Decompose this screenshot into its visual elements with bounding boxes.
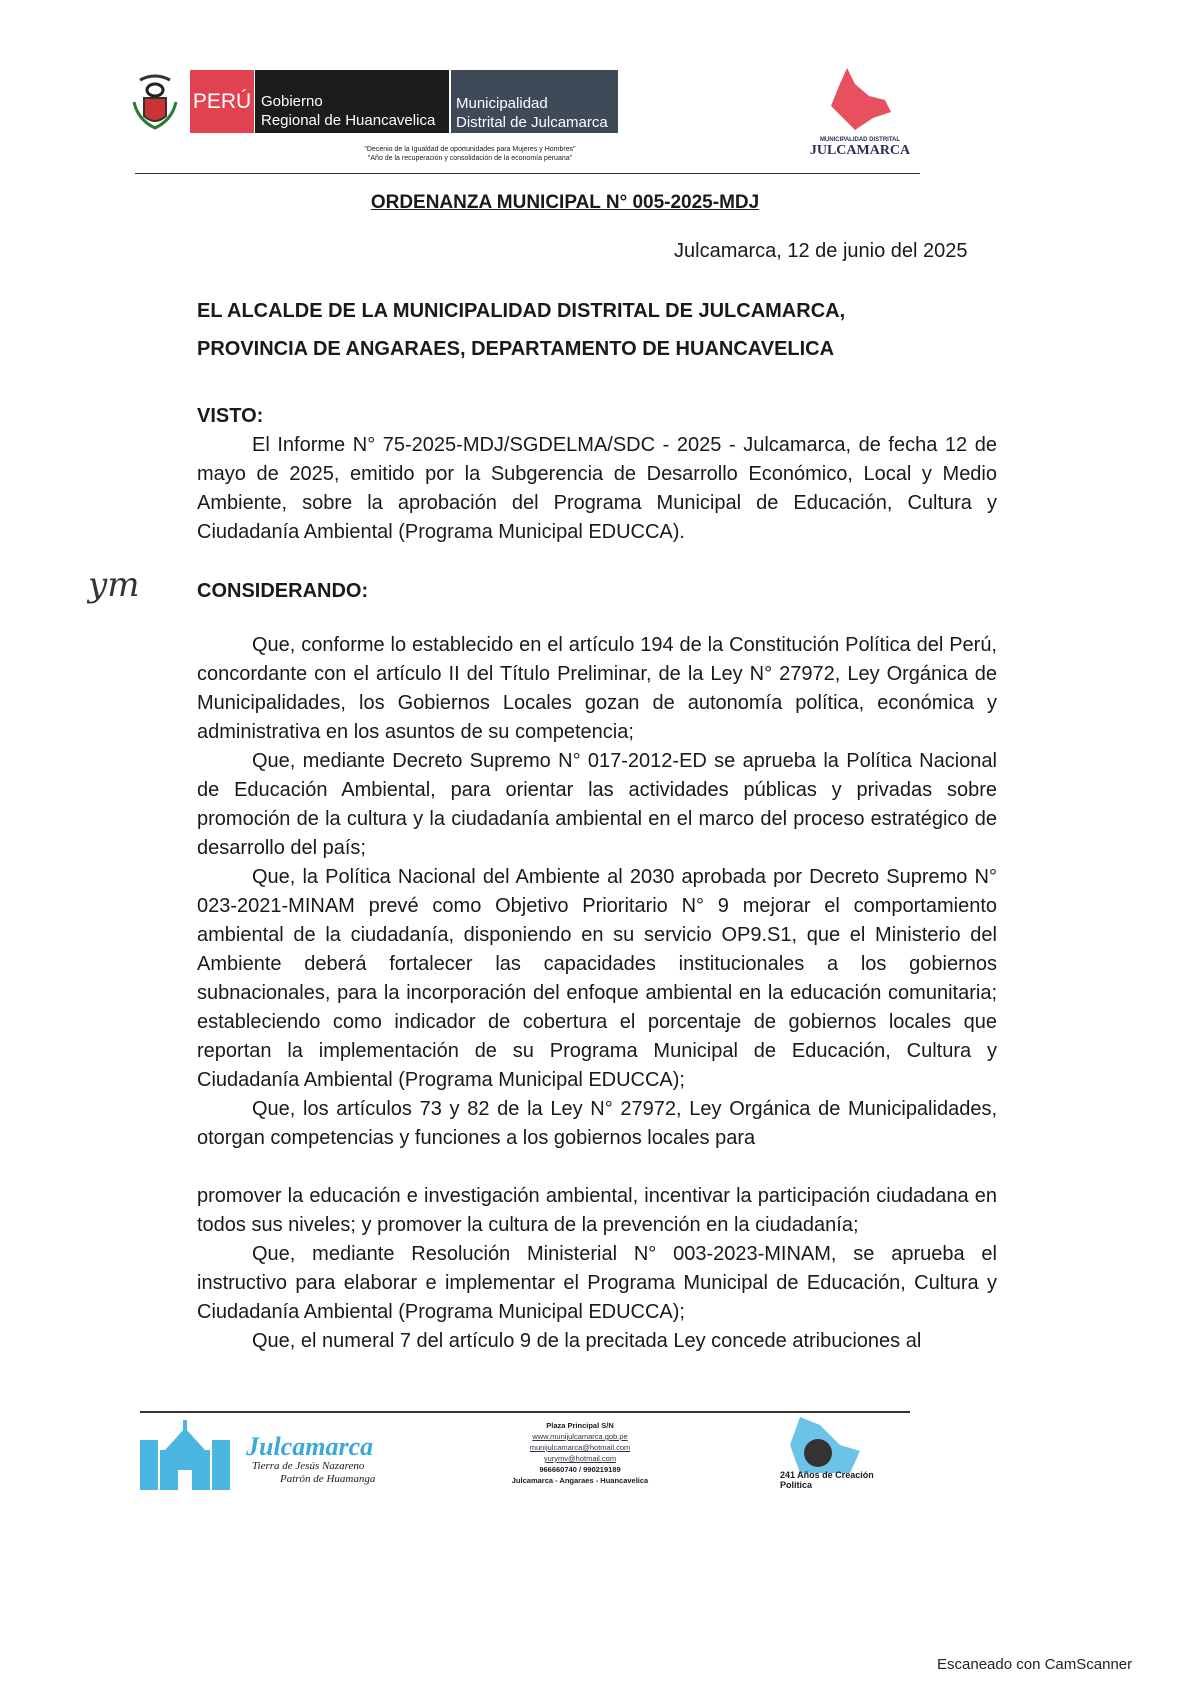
footer-divider: [140, 1411, 910, 1413]
municipalidad-brand: [451, 70, 618, 133]
julcamarca-logo: [800, 66, 920, 159]
location: Julcamarca - Angaraes - Huancavelica: [511, 1476, 649, 1485]
website-link[interactable]: www.munijulcamarca.gob.pe: [532, 1432, 628, 1441]
footer-subtitle-2: Patrón de Huamanga: [280, 1473, 376, 1485]
phones: 966660740 / 990219189: [539, 1465, 621, 1474]
church-icon: [140, 1420, 230, 1490]
paragraph: Que, los artículos 73 y 82 de la Ley N° 27972, Ley Orgánica de Municipalidades, otorgan competencias y funciones a los gobiernos locales para: [197, 1098, 997, 1149]
visto-heading: VISTO:: [197, 405, 264, 427]
paragraph: Que, conforme lo establecido en el artículo 194 de la Constitución Política del Perú, concordante con el artículo II del Título Preliminar, de la Ley N° 27972, Ley Orgánica de Municipalidades, los Gobiernos Locales gozan de autonomía política, económica y administrativa en los asuntos de su competencia;: [197, 634, 997, 743]
footer-subtitle-1: Tierra de Jesús Nazareno: [252, 1460, 365, 1472]
visto-text: El Informe N° 75-2025-MDJ/SGDELMA/SDC - 2025 - Julcamarca, de fecha 12 de mayo de 2025, emitido por la Subgerencia de Desarrollo Económico, Local y Medio Ambiente, sobre la aprobación del Programa Municipal de Educación, Cultura y Ciudadanía Ambiental (Programa Municipal EDUCCA).: [197, 434, 997, 543]
paragraph: Que, mediante Decreto Supremo N° 017-2012-ED se aprueba la Política Nacional de Educación Ambiental, para orientar las actividades públicas y privadas sobre promoción de la cultura y la ciudadanía ambiental en el marco del proceso estratégico de desarrollo del país;: [197, 750, 997, 859]
logo-small-text: MUNICIPALIDAD DISTRITAL: [819, 137, 901, 143]
document-title: ORDENANZA MUNICIPAL N° 005-2025-MDJ: [370, 192, 760, 213]
peru-brand: PERÚ: [190, 70, 254, 133]
gobierno-regional-brand: [255, 70, 449, 133]
footer-name: Julcamarca: [246, 1432, 374, 1461]
footer-subtitle: [252, 1460, 375, 1486]
logo-big-text: JULCAMARCA: [809, 143, 911, 158]
paragraph: promover la educación e investigación ambiental, incentivar la participación ciudadana en todos sus niveles; y promover la cultura de la prevención en la ciudadanía;: [197, 1185, 997, 1236]
address: Plaza Principal S/N: [546, 1421, 614, 1430]
alcalde-heading: [197, 292, 845, 368]
coat-of-arms-icon: [130, 72, 180, 132]
slogan-1: "Decenio de la Igualdad de oportunidades para Mujeres y Hombres": [364, 146, 576, 153]
anniversary-logo: [780, 1415, 900, 1495]
footer-contact: [480, 1420, 680, 1486]
camscanner-watermark: Escaneado con CamScanner: [937, 1656, 1133, 1673]
alcalde-line2: PROVINCIA DE ANGARAES, DEPARTAMENTO DE HUANCAVELICA: [197, 338, 835, 360]
alcalde-line1: EL ALCALDE DE LA MUNICIPALIDAD DISTRITAL DE JULCAMARCA,: [197, 300, 846, 322]
handwritten-initials: ym: [88, 565, 140, 605]
paragraph: Que, mediante Resolución Ministerial N° 003-2023-MINAM, se aprueba el instructivo para elaborar e implementar el Programa Municipal de Educación, Cultura y Ciudadanía Ambiental (Programa Municipal EDUCCA);: [197, 1243, 997, 1323]
considerando-heading: CONSIDERANDO:: [197, 580, 369, 602]
email-link[interactable]: munijulcamarca@hotmail.com: [529, 1443, 631, 1452]
paragraph: Que, el numeral 7 del artículo 9 de la precitada Ley concede atribuciones al: [252, 1330, 922, 1352]
email-link-2[interactable]: yurymv@hotmail.com: [543, 1454, 617, 1463]
gob-line1: Gobierno: [261, 93, 323, 110]
document-date: Julcamarca, 12 de junio del 2025: [674, 240, 968, 262]
anniversary-text: 241 Años de Creación Política: [780, 1470, 874, 1490]
gob-line2: Regional de Huancavelica: [261, 112, 436, 129]
paragraph: Que, la Política Nacional del Ambiente al 2030 aprobada por Decreto Supremo N° 023-2021-MINAM prevé como Objetivo Prioritario N° 9 mejorar el comportamiento ambiental de la ciudadanía, disponiendo en su servicio OP9.S1, que el Ministerio del Ambiente deberá fortalecer las capacidades institucionales a los gobiernos subnacionales, para la incorporación del enfoque ambiental en la educación comunitaria; estableciendo como indicador de cobertura el porcentaje de gobiernos locales que reportan la implementación de su Programa Municipal de Educación, Cultura y Ciudadanía Ambiental (Programa Municipal EDUCCA);: [197, 866, 997, 1091]
anniversary-map-icon: [780, 1415, 870, 1475]
map-icon: [825, 66, 895, 132]
slogans: [300, 145, 640, 163]
slogan-2: "Año de la recuperación y consolidación de la economía peruana": [367, 155, 573, 162]
document-body: [197, 402, 997, 1356]
mun-line1: Municipalidad: [456, 95, 548, 112]
header-divider: [135, 173, 920, 174]
mun-line2: Distrital de Julcamarca: [456, 114, 608, 131]
